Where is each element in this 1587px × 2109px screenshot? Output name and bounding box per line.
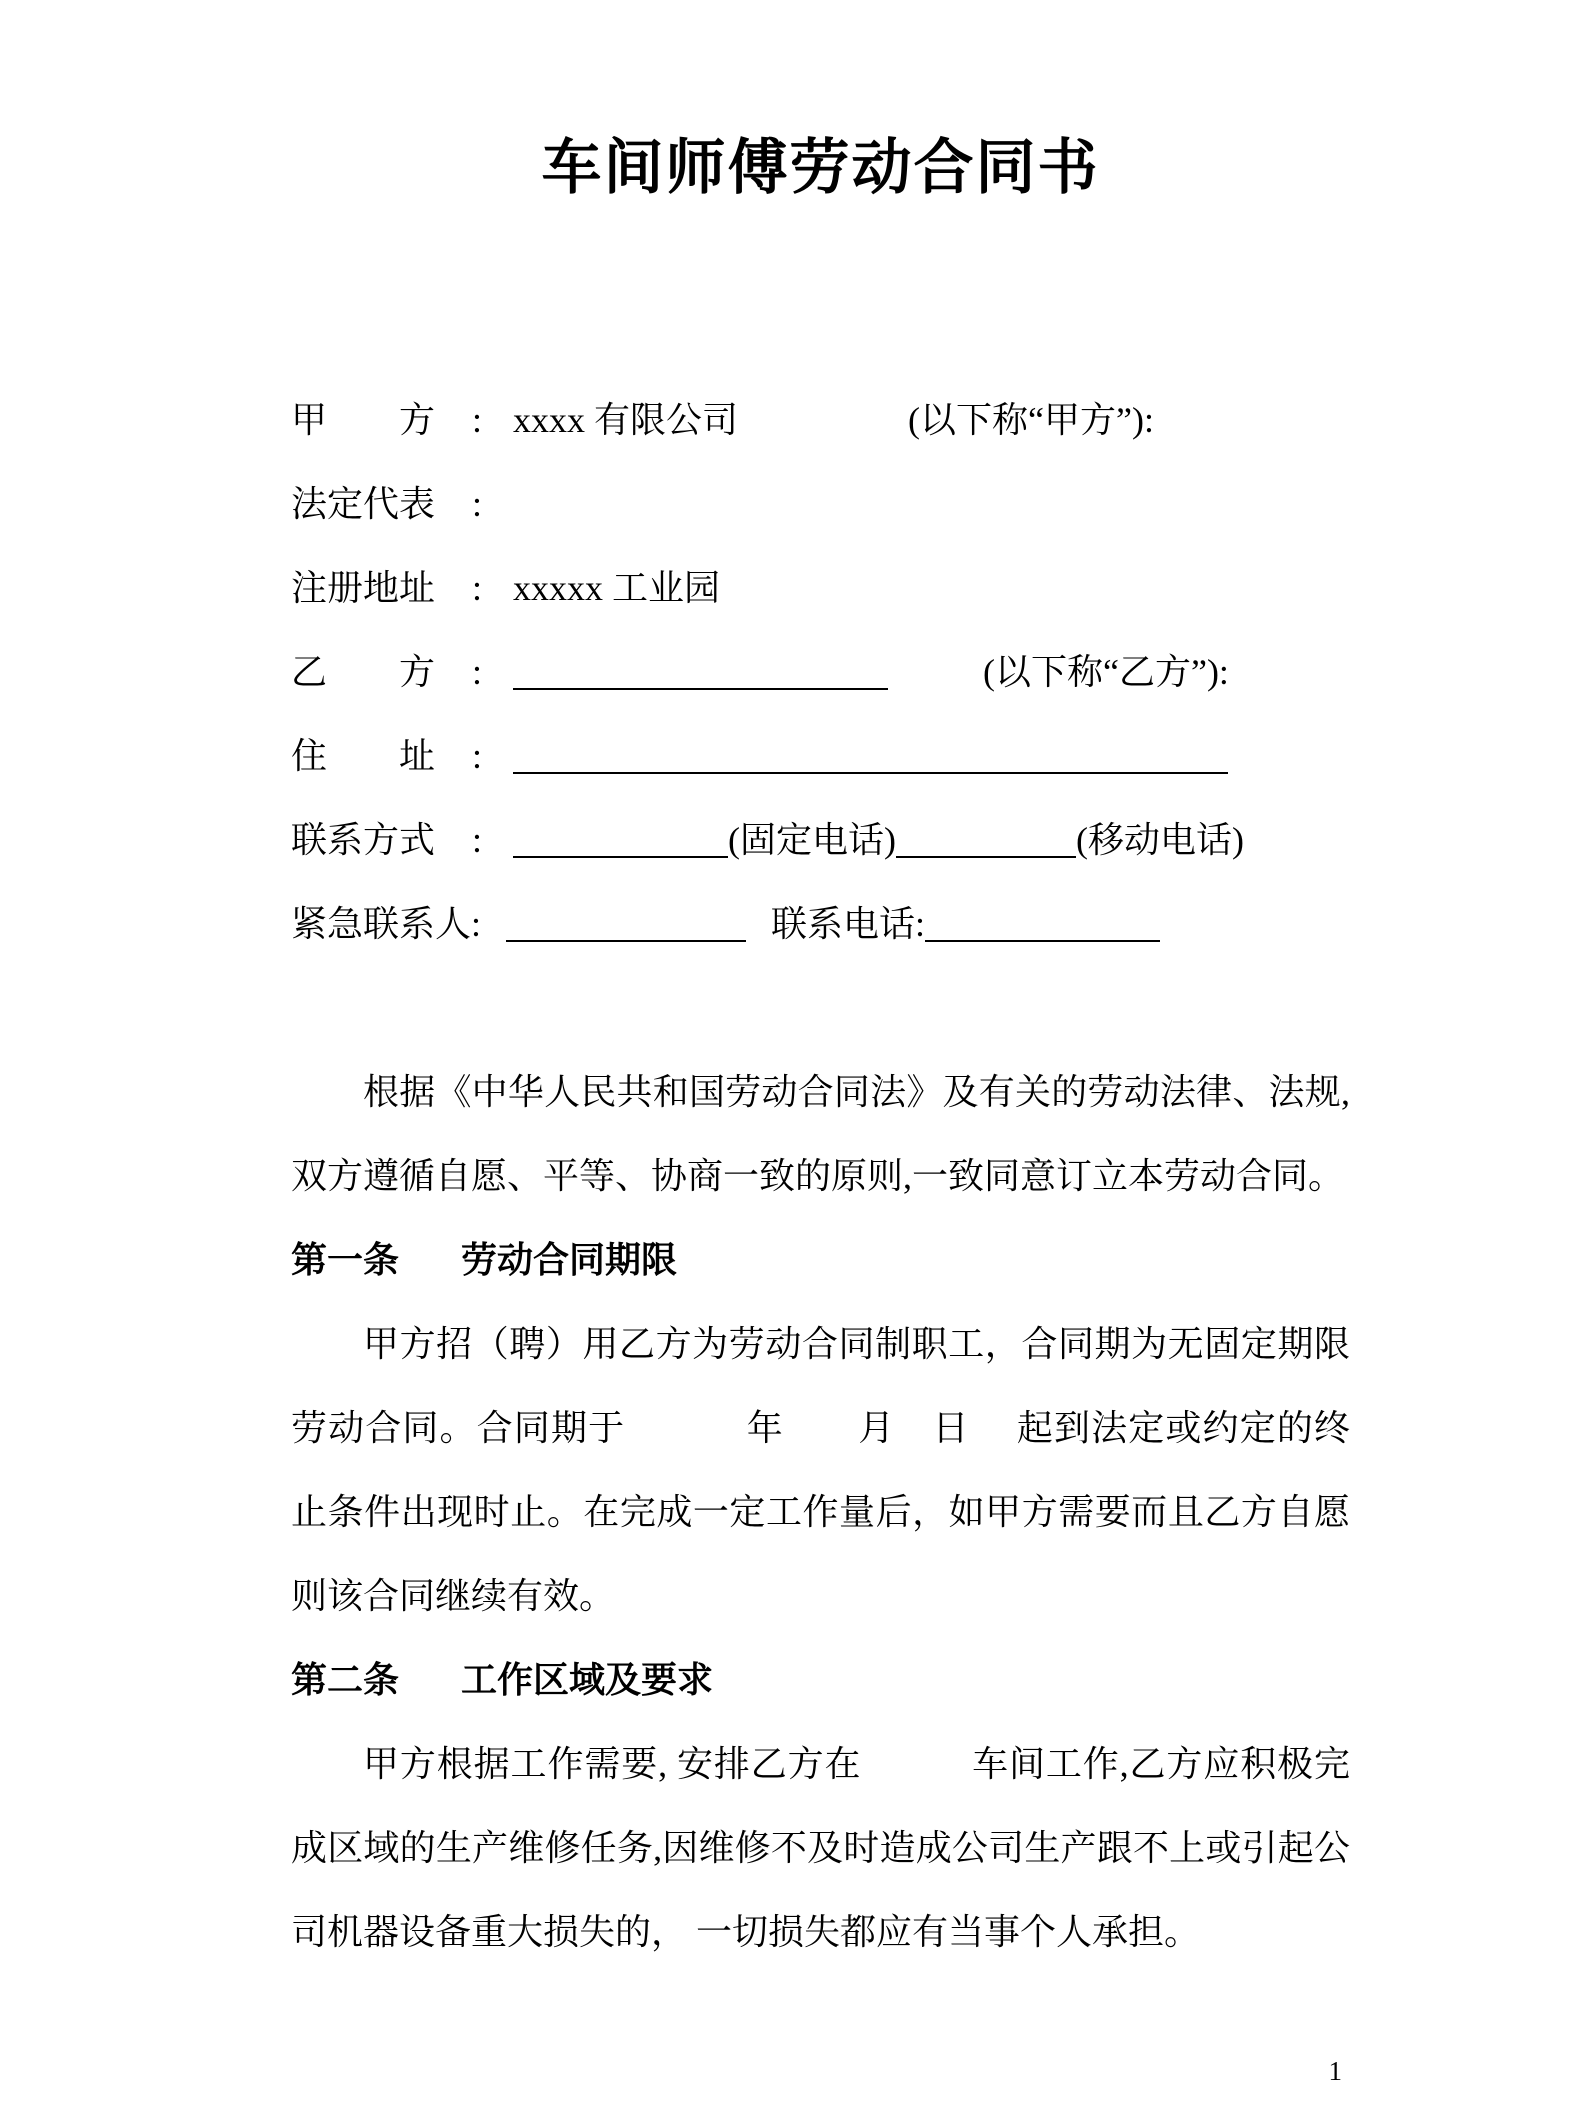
party-b-label: 乙 方 xyxy=(291,652,436,692)
legal-rep-colon: : xyxy=(471,484,482,524)
legal-rep-label: 法定代表 xyxy=(291,484,436,524)
fixed-phone-label: (固定电话) xyxy=(728,820,896,860)
home-address-colon: : xyxy=(471,736,482,776)
contact-label: 联系方式 xyxy=(291,820,436,860)
contract-title: 车间师傅劳动合同书 xyxy=(541,135,1100,201)
page-number: 1 xyxy=(1328,2056,1342,2086)
home-address-blank[interactable] xyxy=(513,738,1228,774)
mobile-phone-blank[interactable] xyxy=(896,822,1076,858)
emergency-phone-blank[interactable] xyxy=(925,906,1160,942)
emergency-phone-label: 联系电话: xyxy=(771,904,926,944)
article-2-body: 甲方根据工作需要, 安排乙方在 车间工作,乙方应积极完成区域的生产维修任务,因维修不及时造成公司生产跟不上或引起公司机器设备重大损失的， 一切损失都应有当事个人承担。 xyxy=(291,1744,1350,1952)
article-1-body: 甲方招（聘）用乙方为劳动合同制职工，合同期为无固定期限劳动合同。合同期于 年 月 日 起到法定或约定的终止条件出现时止。在完成一定工作量后，如甲方需要而且乙方自愿则该合同继续有效。 xyxy=(291,1324,1350,1616)
party-b-note: (以下称“乙方”): xyxy=(983,652,1229,692)
party-a-colon: : xyxy=(471,400,482,440)
article-1-title: 劳动合同期限 xyxy=(461,1240,678,1280)
party-b-colon: : xyxy=(471,652,482,692)
contact-colon: : xyxy=(471,820,482,860)
party-a-note: (以下称“甲方”): xyxy=(908,400,1154,440)
article-2-heading xyxy=(291,1638,1350,1722)
reg-address-row xyxy=(291,546,1350,630)
reg-address-colon: : xyxy=(471,568,482,608)
emergency-row xyxy=(291,882,1350,966)
article-2-number: 第二条 xyxy=(291,1660,400,1700)
article-2-title: 工作区域及要求 xyxy=(461,1660,714,1700)
party-info-block xyxy=(291,378,1350,966)
emergency-label: 紧急联系人: xyxy=(291,904,482,944)
party-a-value: xxxx 有限公司 xyxy=(513,400,739,440)
emergency-name-blank[interactable] xyxy=(506,906,746,942)
party-a-row xyxy=(291,378,1350,462)
reg-address-value: xxxxx 工业园 xyxy=(513,568,721,608)
home-address-label: 住 址 xyxy=(291,736,436,776)
contact-row xyxy=(291,798,1350,882)
fixed-phone-blank[interactable] xyxy=(513,822,728,858)
article-1-heading xyxy=(291,1218,1350,1302)
home-address-row xyxy=(291,714,1350,798)
mobile-phone-label: (移动电话) xyxy=(1075,820,1244,860)
legal-rep-row xyxy=(291,462,1350,546)
preamble-paragraph: 根据《中华人民共和国劳动合同法》及有关的劳动法律、法规, 双方遵循自愿、平等、协商一致的原则,一致同意订立本劳动合同。 xyxy=(291,1072,1350,1196)
party-b-name-blank[interactable] xyxy=(513,654,888,690)
article-1-number: 第一条 xyxy=(291,1240,400,1280)
party-b-row xyxy=(291,630,1350,714)
reg-address-label: 注册地址 xyxy=(291,568,436,608)
party-a-label: 甲 方 xyxy=(291,400,436,440)
